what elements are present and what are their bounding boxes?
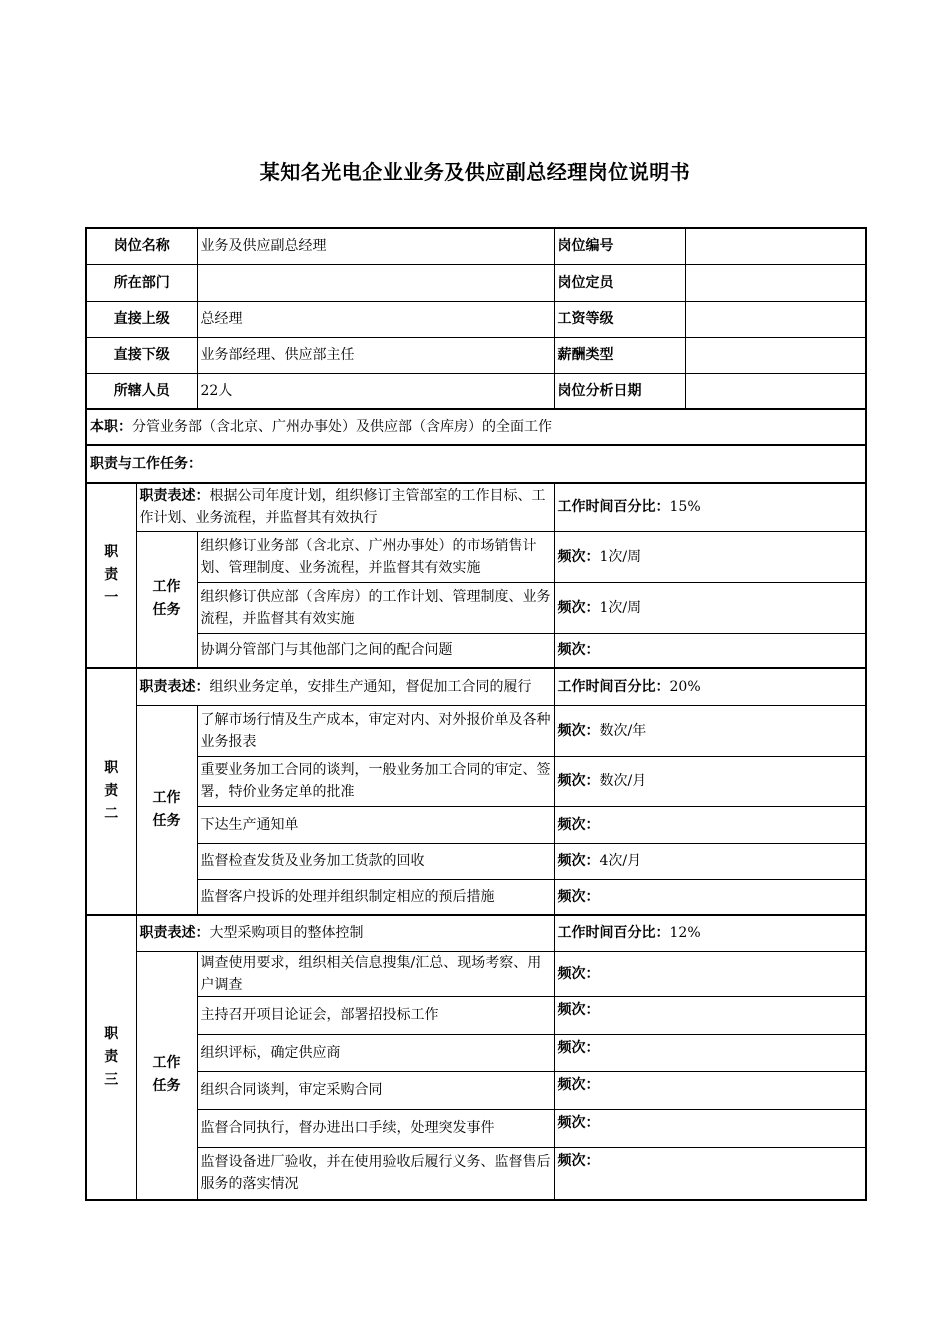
duty-2-task-2-freq: [554, 756, 866, 806]
frequency-value: 数次/月: [599, 773, 647, 789]
superior-label: 直接上级: [86, 301, 197, 337]
frequency-label: 频次：: [557, 853, 600, 869]
frequency-label: 频次：: [557, 773, 600, 789]
frequency-label: 频次：: [557, 722, 600, 739]
duty-1-task-3-freq: [554, 633, 866, 668]
duty-2-time: [554, 668, 866, 705]
duty-summary: [86, 409, 866, 445]
duty-1-task-1: 组织修订业务部（含北京、广州办事处）的市场销售计划、管理制度、业务流程，并监督其有效实施: [197, 531, 554, 582]
staff-label: 所辖人员: [86, 373, 197, 409]
frequency-label: 频次：: [557, 965, 600, 982]
duty-3-tasks-label: 工作 任务: [136, 951, 197, 1200]
superior-value: 总经理: [197, 301, 554, 337]
duty-3-name: [86, 915, 136, 1200]
subordinate-value: 业务部经理、供应部主任: [197, 337, 554, 373]
duty-2-task-4: 监督检查发货及业务加工货款的回收: [197, 843, 554, 879]
frequency-label: 频次：: [557, 1114, 600, 1131]
duty-1-name-char: 职 责 一: [104, 544, 119, 606]
job-description-table: [85, 227, 867, 1201]
duty-1-time: [554, 483, 866, 531]
time-pct-label: 工作时间百分比：: [557, 678, 670, 695]
position-code-value: [685, 228, 866, 264]
time-pct-label: 工作时间百分比：: [557, 499, 670, 516]
duty-3-task-2: 主持召开项目论证会，部署招投标工作: [197, 996, 554, 1034]
frequency-value: 1次/周: [599, 548, 642, 565]
frequency-label: 频次：: [557, 642, 600, 659]
duty-3-task-1: 调查使用要求，组织相关信息搜集/汇总、现场考察、用户调查: [197, 951, 554, 996]
duty-3-task-6-freq: [554, 1147, 866, 1200]
headcount-label: 岗位定员: [554, 264, 685, 301]
frequency-label: 频次：: [557, 1076, 600, 1093]
duty-3-task-6: 监督设备进厂验收，并在使用验收后履行义务、监督售后服务的落实情况: [197, 1147, 554, 1200]
duty-2-name: [86, 668, 136, 915]
staff-value: 22人: [197, 373, 554, 409]
duty-3-statement-text: 大型采购项目的整体控制: [209, 925, 364, 942]
position-name-label: 岗位名称: [86, 228, 197, 264]
department-label: 所在部门: [86, 264, 197, 301]
duty-summary-text: 分管业务部（含北京、广州办事处）及供应部（含库房）的全面工作: [132, 419, 552, 435]
duty-1-statement-text: 根据公司年度计划，组织修订主管部室的工作目标、工作计划、业务流程，并监督其有效执行: [139, 488, 546, 527]
department-value: [197, 264, 554, 301]
position-name-value: 业务及供应副总经理: [197, 228, 554, 264]
duty-2-task-1-freq: [554, 705, 866, 756]
analysis-date-value: [685, 373, 866, 409]
frequency-label: 频次：: [557, 1001, 600, 1018]
duty-3-name-char: 职 责 三: [104, 1026, 119, 1088]
frequency-label: 频次：: [557, 548, 600, 565]
duty-2-task-4-freq: [554, 843, 866, 879]
duty-1-task-2-freq: [554, 582, 866, 633]
duty-2-task-3-freq: [554, 806, 866, 843]
duty-3-task-3: 组织评标，确定供应商: [197, 1034, 554, 1071]
duty-2-task-2: 重要业务加工合同的谈判，一般业务加工合同的审定、签署，特价业务定单的批准: [197, 756, 554, 806]
duty-2-tasks-label: 工作 任务: [136, 705, 197, 915]
duty-2-statement-text: 组织业务定单，安排生产通知，督促加工合同的履行: [209, 678, 532, 695]
page-title: 某知名光电企业业务及供应副总经理岗位说明书: [259, 160, 691, 184]
duty-3-task-4: 组织合同谈判，审定采购合同: [197, 1071, 554, 1109]
duty-3-task-5-freq: [554, 1109, 866, 1147]
frequency-value: 数次/年: [599, 722, 647, 739]
duty-2-name-char: 职 责 二: [104, 760, 119, 822]
duty-3-task-2-freq: [554, 996, 866, 1034]
duty-2-task-5-freq: [554, 879, 866, 915]
statement-label: 职责表述：: [139, 678, 210, 695]
duty-3-time-value: 12%: [669, 925, 701, 942]
duty-3-task-4-freq: [554, 1071, 866, 1109]
position-code-label: 岗位编号: [554, 228, 685, 264]
duty-3-task-3-freq: [554, 1034, 866, 1071]
pay-type-label: 薪酬类型: [554, 337, 685, 373]
duty-summary-label: 本职：: [90, 419, 132, 435]
frequency-label: 频次：: [557, 1152, 600, 1169]
analysis-date-label: 岗位分析日期: [554, 373, 685, 409]
frequency-label: 频次：: [557, 1039, 600, 1056]
duty-3-task-5: 监督合同执行，督办进出口手续，处理突发事件: [197, 1109, 554, 1147]
salary-grade-value: [685, 301, 866, 337]
statement-label: 职责表述：: [139, 925, 210, 942]
duty-1-task-1-freq: [554, 531, 866, 582]
frequency-label: 频次：: [557, 888, 600, 905]
duty-2-time-value: 20%: [669, 678, 701, 695]
duty-1-task-2: 组织修订供应部（含库房）的工作计划、管理制度、业务流程，并监督其有效实施: [197, 582, 554, 633]
duty-1-tasks-label: 工作 任务: [136, 531, 197, 668]
salary-grade-label: 工资等级: [554, 301, 685, 337]
pay-type-value: [685, 337, 866, 373]
frequency-label: 频次：: [557, 816, 600, 833]
subordinate-label: 直接下级: [86, 337, 197, 373]
duty-1-statement: [136, 483, 554, 531]
duty-1-task-3: 协调分管部门与其他部门之间的配合问题: [197, 633, 554, 668]
duty-2-task-5: 监督客户投诉的处理并组织制定相应的预后措施: [197, 879, 554, 915]
duty-2-task-3: 下达生产通知单: [197, 806, 554, 843]
duty-3-task-1-freq: [554, 951, 866, 996]
frequency-value: 4次/月: [599, 853, 642, 869]
duty-3-time: [554, 915, 866, 951]
frequency-label: 频次：: [557, 599, 600, 616]
frequency-value: 1次/周: [599, 599, 642, 616]
duty-1-time-value: 15%: [669, 499, 701, 516]
time-pct-label: 工作时间百分比：: [557, 925, 670, 942]
duty-2-task-1: 了解市场行情及生产成本，审定对内、对外报价单及各种业务报表: [197, 705, 554, 756]
duty-1-name: [86, 483, 136, 668]
headcount-value: [685, 264, 866, 301]
duty-2-statement: [136, 668, 554, 705]
duty-3-statement: [136, 915, 554, 951]
duties-header: 职责与工作任务：: [86, 445, 866, 483]
statement-label: 职责表述：: [139, 488, 210, 505]
